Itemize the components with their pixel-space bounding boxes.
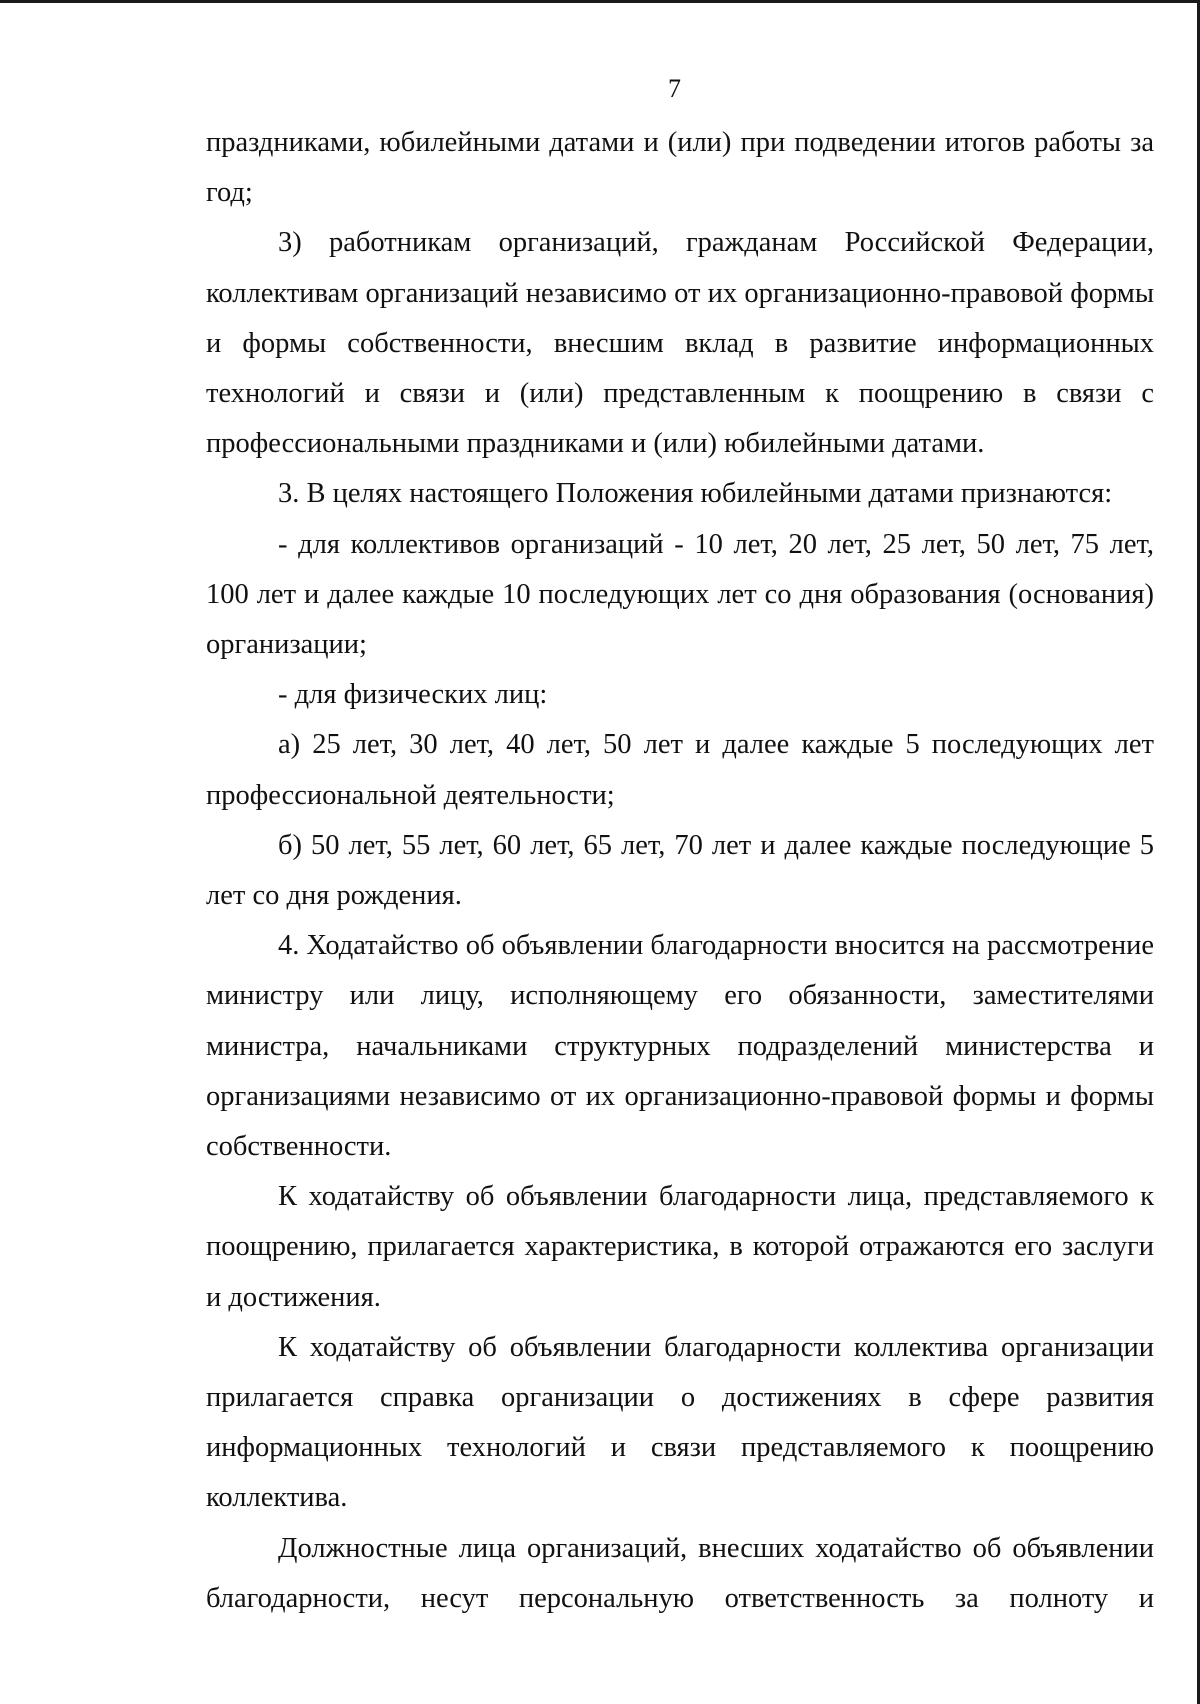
paragraph-7: б) 50 лет, 55 лет, 60 лет, 65 лет, 70 лет и далее каждые последующие 5 лет со дня рождения. [206,829,1154,912]
paragraph-1: праздниками, юбилейными датами и (или) при подведении итогов работы за год; [206,127,1154,209]
paragraph-3: 3. В целях настоящего Положения юбилейными датами признаются: [278,478,1113,510]
paragraph-4: - для коллективов организаций - 10 лет, 20 лет, 25 лет, 50 лет, 75 лет, 100 лет и далее каждые 10 последующих лет со дня образования (основания) организации; [206,528,1154,661]
paragraph-2: 3) работникам организаций, гражданам Российской Федерации, коллективам организаций независимо от их организационно-правовой формы и формы собственности, внесшим вклад в развитие информационных технологий и связи и (или) представленным к поощрению в связи с профессиональными праздниками и (или) юбилейными датами. [206,227,1154,460]
document-body [206,118,1154,1624]
paragraph-11: Должностные лица организаций, внесших ходатайство об объявлении благодарности, несут персональную ответственность за полноту и [206,1532,1154,1614]
page-number: 7 [668,74,681,103]
scan-edge-top [0,0,1200,3]
paragraph-9: К ходатайству об объявлении благодарности лица, представляемого к поощрению, прилагается характеристика, в которой отражаются его заслуги и достижения. [206,1181,1154,1313]
paragraph-6: а) 25 лет, 30 лет, 40 лет, 50 лет и далее каждые 5 последующих лет профессиональной деятельности; [206,729,1154,811]
paragraph-10: К ходатайству об объявлении благодарности коллектива организации прилагается справка организации о достижениях в сфере развития информационных технологий и связи представляемого к поощрению коллектива. [206,1331,1154,1514]
paragraph-5: - для физических лиц: [278,679,548,711]
paragraph-8: 4. Ходатайство об объявлении благодарности вносится на рассмотрение министру или лицу, исполняющему его обязанности, заместителями министра, начальниками структурных подразделений министерства и организациями независимо от их организационно-правовой формы и формы собственности. [206,930,1154,1163]
